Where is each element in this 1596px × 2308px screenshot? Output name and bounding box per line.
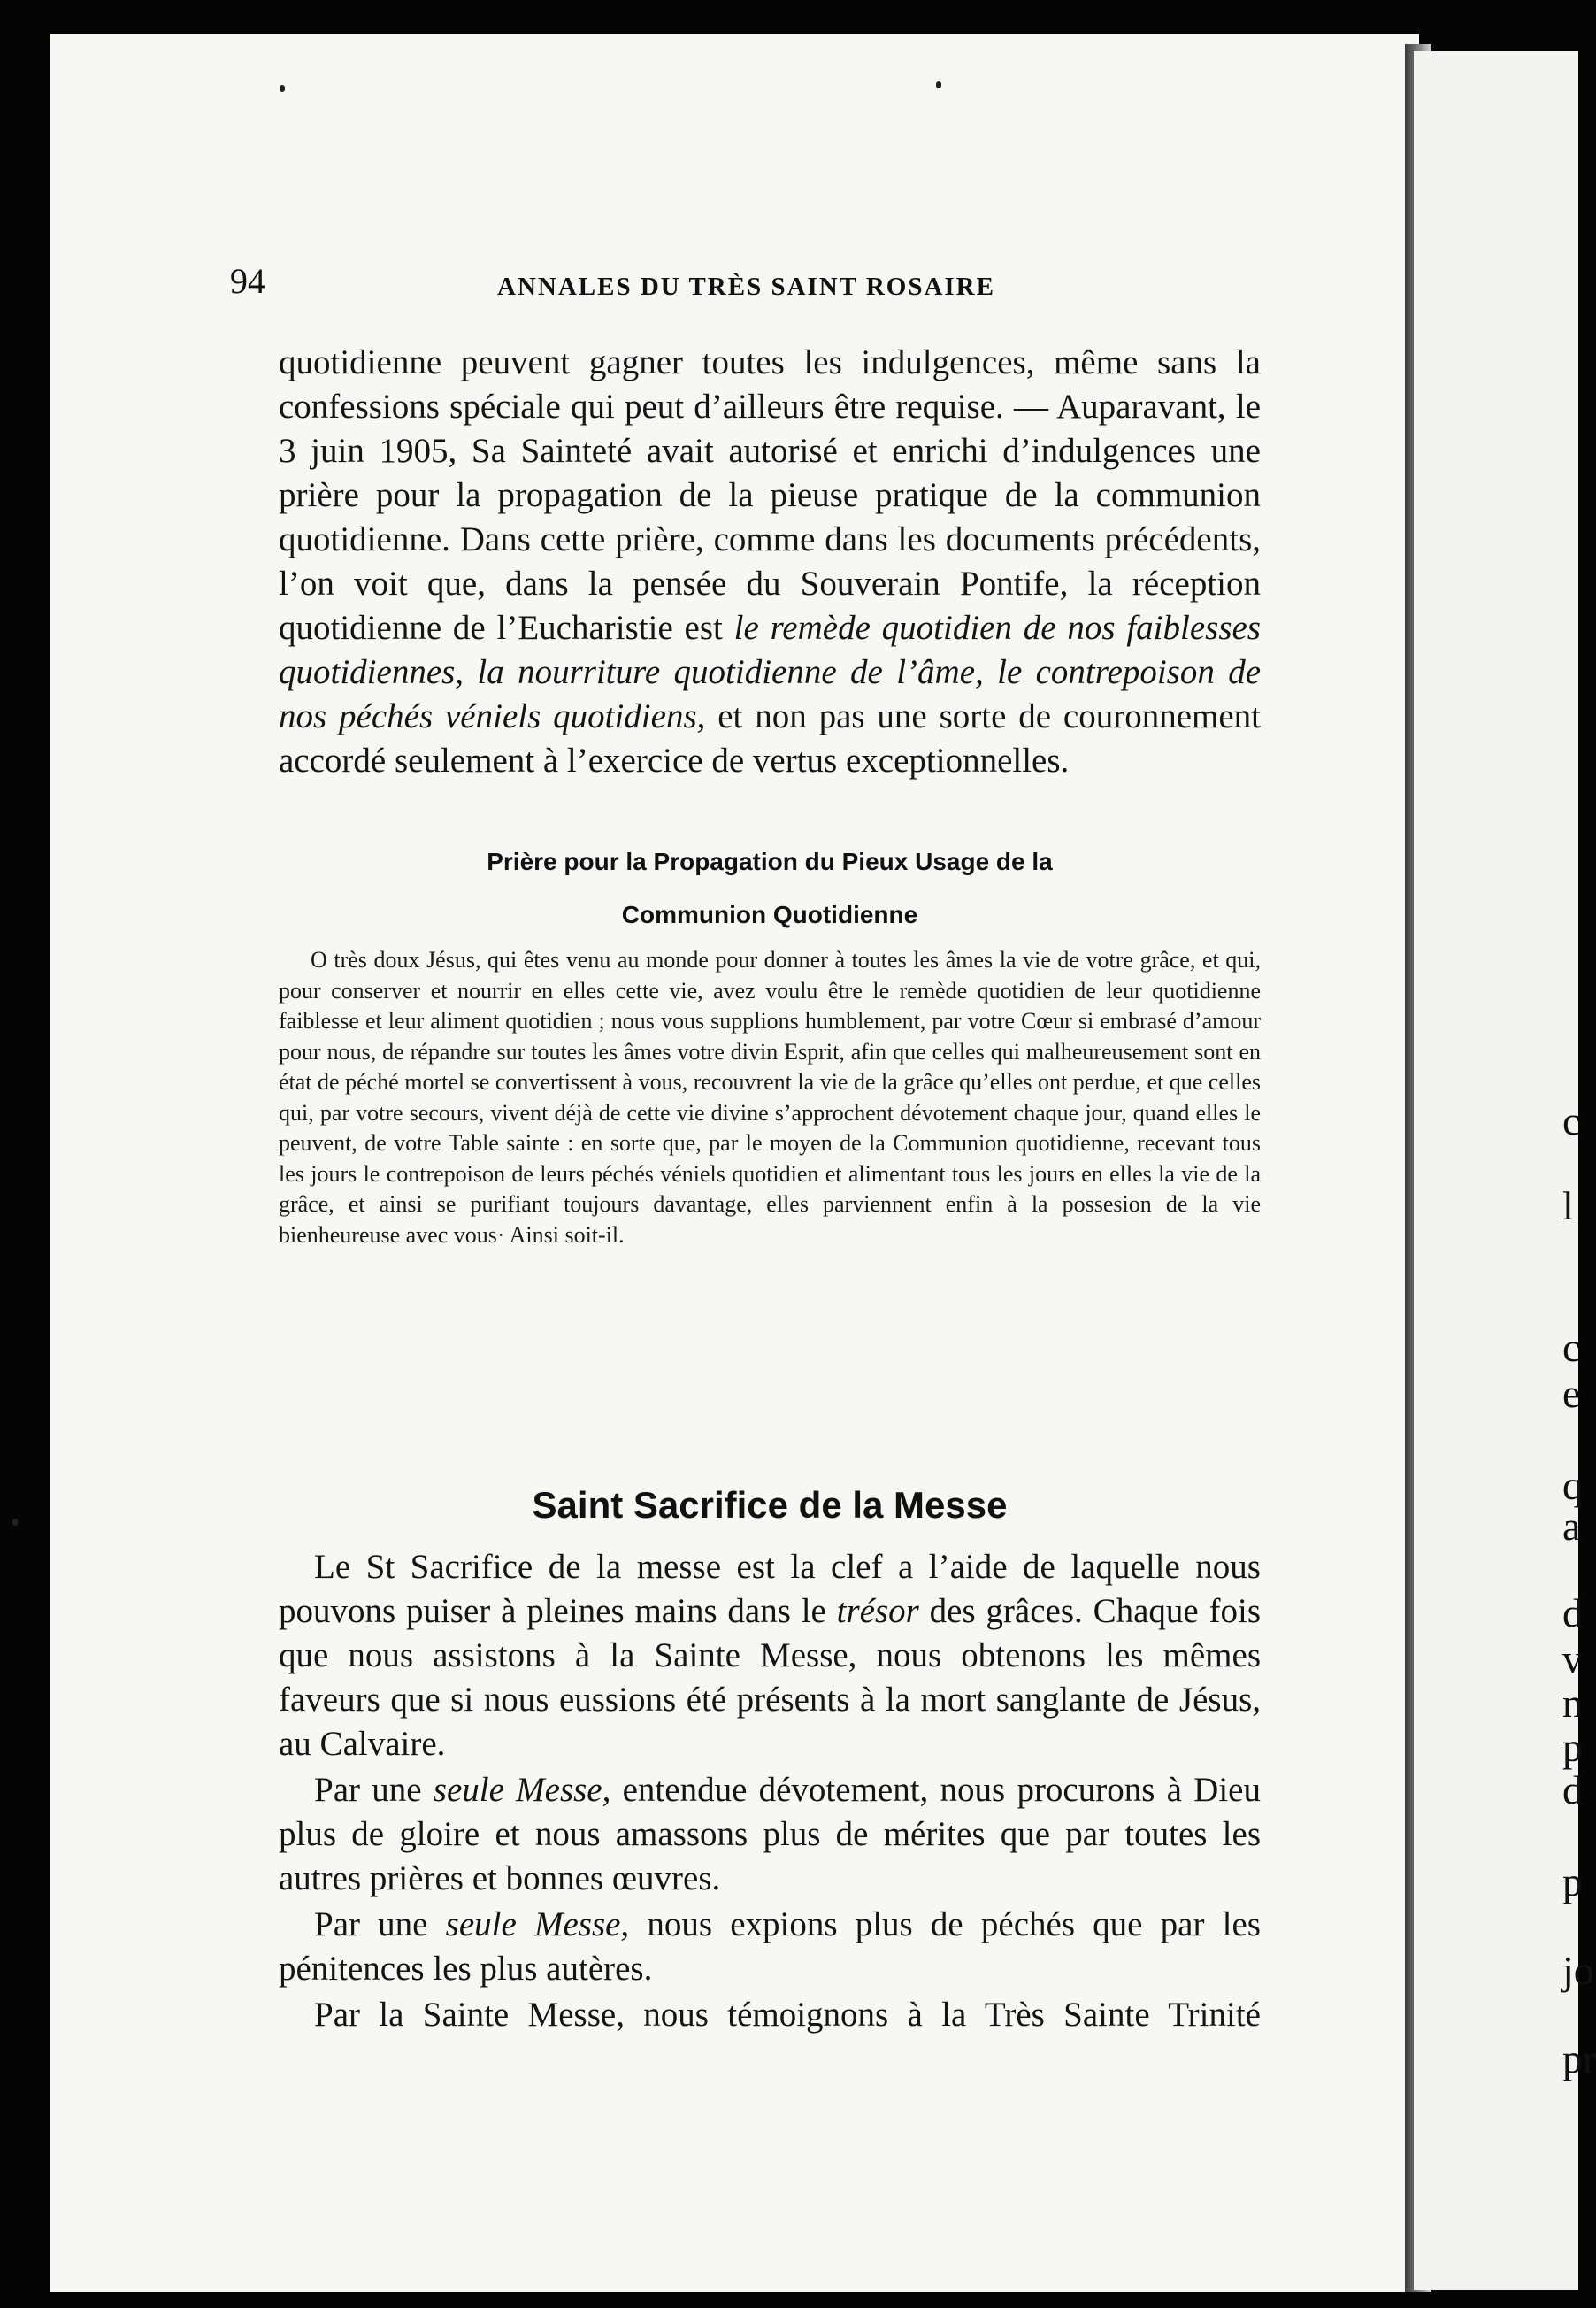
page-number: 94: [230, 261, 265, 301]
intro-italic-text: le remède quotidien de nos faiblesses quotidiennes, la nourriture quotidienne de l’âme, le contrepoison de nos péchés véniels quotidiens,: [279, 609, 1261, 735]
mass-p3-text-b: nous expions plus de péchés que par les pénitences les plus autères.: [279, 1905, 1261, 1988]
mass-p1-text-b: des grâces. Chaque fois que nous assistons à la Sainte Messe, nous obtenons les mêmes faveurs que si nous eussions été présents à la mort sanglante de Jésus, au Calvaire.: [279, 1592, 1262, 1763]
adjacent-letter: v: [1562, 1636, 1583, 1681]
scan-speck: [936, 81, 941, 88]
adjacent-letter: d: [1562, 1767, 1583, 1812]
mass-p1-text-a: Le St Sacrifice de la messe est la clef a l’aide de laquelle nous pouvons puiser à pleines mains dans le: [279, 1548, 1261, 1630]
adjacent-letter: a: [1562, 1504, 1581, 1549]
adjacent-letter: c: [1562, 1325, 1581, 1370]
scan-speck: [280, 85, 285, 92]
mass-p3-italic: seule Messe,: [445, 1905, 630, 1943]
prayer-text: O très doux Jésus, qui êtes venu au monde pour donner à toutes les âmes la vie de votre grâce, et qui, pour conserver et nourrir en elles cette vie, avez voulu être le remède quotidien de leur quotidienne faiblesse et leur aliment quotidien ; nous vous supplions humblement, par votre Cœur si embrasé d’amour pour nous, de répandre sur toutes les âmes votre divin Esprit, afin que celles qui malheureusement sont en état de péché mortel se convertissent à vous, recouvrent la vie de la grâce qu’elles ont perdue, et que celles qui, par votre secours, vivent déjà de cette vie divine s’approchent dévotement chaque jour, quand elles le peuvent, de votre Table sainte : en sorte que, par le moyen de la Communion quotidienne, recevant tous les jours le contrepoison de leurs péchés véniels quotidien et alimentant tous les jours en elles la vie de la grâce, et ainsi se purifiant toujours davantage, elles parviennent enfin à la possesion de la vie bienheureuse avec vous· Ainsi soit-il.: [279, 947, 1261, 1248]
adjacent-page: [1414, 51, 1596, 2290]
mass-paragraph-3: [279, 1903, 1261, 1991]
mass-p3-text-a: Par une: [314, 1905, 446, 1943]
adjacent-letter: d: [1562, 1590, 1583, 1635]
intro-text-part1: quotidienne peuvent gagner toutes les indulgences, même sans la confessions spéciale qui peut d’ailleurs être requise. — Auparavant, le 3 juin 1905, Sa Sainteté avait autorisé et enrichi d’indulgences une prière pour la propagation de la pieuse pratique de la communion quotidienne. Dans cette prière, comme dans les documents précédents, l’on voit que, dans la pensée du Souverain Pontife, la réception quotidienne de l’Eucharistie est: [279, 343, 1261, 647]
intro-paragraph: [279, 341, 1261, 783]
prayer-block: [279, 835, 1261, 1250]
mass-p2-text-b: entendue dévotement, nous procurons à Dieu plus de gloire et nous amassons plus de mérites que par toutes les autres prières et bonnes œuvres.: [279, 1771, 1261, 1897]
mass-paragraph-2: [279, 1768, 1261, 1901]
adjacent-letter: n: [1562, 1681, 1583, 1726]
page-header: [230, 230, 1274, 301]
mass-p1-italic: trésor: [836, 1592, 919, 1630]
mass-paragraph-4: Par la Sainte Messe, nous témoignons à la Très Sainte Trinité: [314, 1996, 1261, 2034]
prayer-title-line1: Prière pour la Propagation du Pieux Usage de la: [487, 848, 1053, 875]
adjacent-letter: e: [1562, 1371, 1581, 1416]
adjacent-letter: p: [1562, 1859, 1583, 1904]
adjacent-letter: q: [1562, 1463, 1583, 1508]
intro-text-part2: et non pas une sorte de couronnement accordé seulement à l’exercice de vertus exceptionnelles.: [279, 697, 1261, 780]
mass-p2-italic: seule Messe,: [433, 1771, 611, 1809]
adjacent-letter: pr: [1562, 2036, 1596, 2081]
intro-block: [279, 341, 1261, 783]
running-head: ANNALES DU TRÈS SAINT ROSAIRE: [497, 273, 995, 301]
adjacent-letter: p: [1562, 1725, 1583, 1770]
prayer-title-line2: Communion Quotidienne: [621, 901, 918, 928]
mass-section: [279, 1466, 1261, 2037]
scan-speck: [12, 1519, 18, 1526]
adjacent-letter: jo: [1562, 1948, 1594, 1993]
mass-p2-text-a: Par une: [314, 1771, 434, 1809]
adjacent-letter: l: [1562, 1183, 1574, 1228]
section-heading: Saint Sacrifice de la Messe: [532, 1484, 1008, 1526]
adjacent-letter: c: [1562, 1098, 1581, 1143]
mass-paragraph-1: [279, 1545, 1261, 1766]
